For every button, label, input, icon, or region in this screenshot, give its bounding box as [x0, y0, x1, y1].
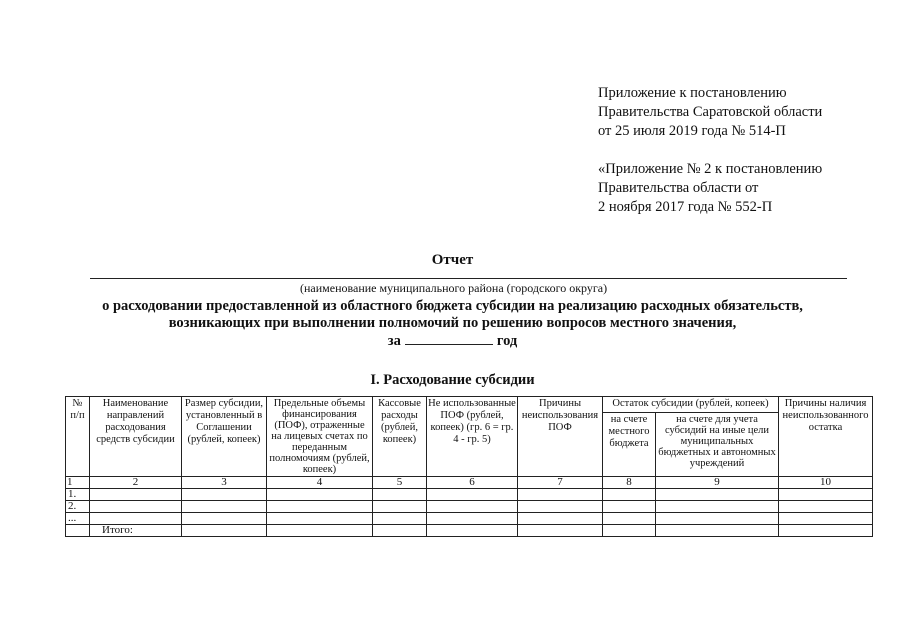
- header-num: № п/п: [66, 397, 90, 477]
- section-title: I. Расходование субсидии: [370, 372, 535, 388]
- municipality-name-line: [90, 278, 847, 279]
- appendix-line: «Приложение № 2 к постановлению: [598, 161, 823, 177]
- table-cell[interactable]: [603, 513, 656, 525]
- table-row: [66, 489, 873, 501]
- report-subtitle: [0, 298, 905, 350]
- appendix-line: 2 ноября 2017 года № 552-П: [598, 199, 773, 215]
- table-cell[interactable]: [656, 513, 779, 525]
- col-number: 7: [518, 477, 603, 489]
- table-cell[interactable]: [182, 489, 267, 501]
- table-cell[interactable]: [373, 501, 427, 513]
- table-cell[interactable]: [518, 525, 603, 537]
- table-cell[interactable]: [656, 501, 779, 513]
- report-title: Отчет: [431, 252, 474, 268]
- subsidy-table: [65, 396, 873, 537]
- header-cash-expenses: Кассовые расходы (рублей, копеек): [373, 397, 427, 477]
- table-cell[interactable]: [267, 501, 373, 513]
- subtitle-line-1: о расходовании предоставленной из областного бюджета субсидии на реализацию расходных обязательств,: [102, 298, 803, 314]
- col-number: 10: [779, 477, 873, 489]
- table-cell[interactable]: [90, 513, 182, 525]
- table-number-row: [66, 477, 873, 489]
- col-number: 9: [656, 477, 779, 489]
- table-cell[interactable]: [779, 525, 873, 537]
- header-subsidy-size: Размер субсидии, установленный в Соглашении (рублей, копеек): [182, 397, 267, 477]
- table-cell[interactable]: [427, 513, 518, 525]
- appendix-line: Правительства области от: [598, 180, 759, 196]
- table-cell[interactable]: [373, 513, 427, 525]
- table-cell: [66, 525, 90, 537]
- col-number: 1: [66, 477, 90, 489]
- header-unused-reasons: Причины неиспользования ПОФ: [518, 397, 603, 477]
- table-cell[interactable]: [267, 513, 373, 525]
- year-prefix: за: [387, 333, 401, 349]
- total-label: Итого:: [90, 525, 182, 537]
- header-unused-pof: Не использованные ПОФ (рублей, копеек) (гр. 6 = гр. 4 - гр. 5): [427, 397, 518, 477]
- table-cell[interactable]: [518, 489, 603, 501]
- table-cell[interactable]: [182, 501, 267, 513]
- appendix-line: Приложение к постановлению: [598, 85, 787, 101]
- appendix-block: [598, 84, 822, 217]
- table-cell[interactable]: [518, 513, 603, 525]
- col-number: 2: [90, 477, 182, 489]
- year-blank-field: [405, 332, 493, 345]
- table-cell[interactable]: [90, 489, 182, 501]
- row-index: ...: [66, 513, 90, 525]
- table-cell[interactable]: [779, 489, 873, 501]
- col-number: 5: [373, 477, 427, 489]
- table-cell[interactable]: [603, 525, 656, 537]
- header-pof: Предельные объемы финансирования (ПОФ), отраженные на лицевых счетах по переданным полномочиям (рублей, копеек): [267, 397, 373, 477]
- table-row: [66, 501, 873, 513]
- row-index: 2.: [66, 501, 90, 513]
- header-other-purposes: на счете для учета субсидий на иные цели муниципальных бюджетных и автономных учреждений: [656, 413, 779, 477]
- table-cell[interactable]: [779, 513, 873, 525]
- table-cell[interactable]: [267, 525, 373, 537]
- table-cell[interactable]: [182, 525, 267, 537]
- table-cell[interactable]: [427, 489, 518, 501]
- table-row: [66, 513, 873, 525]
- appendix-line: Правительства Саратовской области: [598, 104, 823, 120]
- table-cell[interactable]: [603, 489, 656, 501]
- table-cell[interactable]: [656, 525, 779, 537]
- year-suffix: год: [496, 333, 518, 349]
- header-local-budget: на счете местного бюджета: [603, 413, 656, 477]
- header-direction: Наименование направлений расходования средств субсидии: [90, 397, 182, 477]
- col-number: 8: [603, 477, 656, 489]
- table-cell[interactable]: [656, 489, 779, 501]
- table-cell[interactable]: [427, 501, 518, 513]
- municipality-caption: (наименование муниципального района (городского округа): [300, 281, 608, 295]
- table-cell[interactable]: [427, 525, 518, 537]
- col-number: 6: [427, 477, 518, 489]
- table-total-row: [66, 525, 873, 537]
- table-cell[interactable]: [182, 513, 267, 525]
- appendix-line: от 25 июля 2019 года № 514-П: [598, 123, 786, 139]
- table-cell[interactable]: [373, 525, 427, 537]
- table-cell[interactable]: [603, 501, 656, 513]
- table-cell[interactable]: [779, 501, 873, 513]
- table-cell[interactable]: [267, 489, 373, 501]
- row-index: 1.: [66, 489, 90, 501]
- table-cell[interactable]: [518, 501, 603, 513]
- subtitle-year-line: [0, 332, 905, 350]
- table-cell[interactable]: [90, 501, 182, 513]
- table-header-row: [66, 397, 873, 413]
- table-cell[interactable]: [373, 489, 427, 501]
- header-balance-reasons: Причины наличия неиспользованного остатка: [779, 397, 873, 477]
- col-number: 3: [182, 477, 267, 489]
- col-number: 4: [267, 477, 373, 489]
- header-balance-group: Остаток субсидии (рублей, копеек): [603, 397, 779, 413]
- subtitle-line-2: возникающих при выполнении полномочий по решению вопросов местного значения,: [168, 315, 737, 331]
